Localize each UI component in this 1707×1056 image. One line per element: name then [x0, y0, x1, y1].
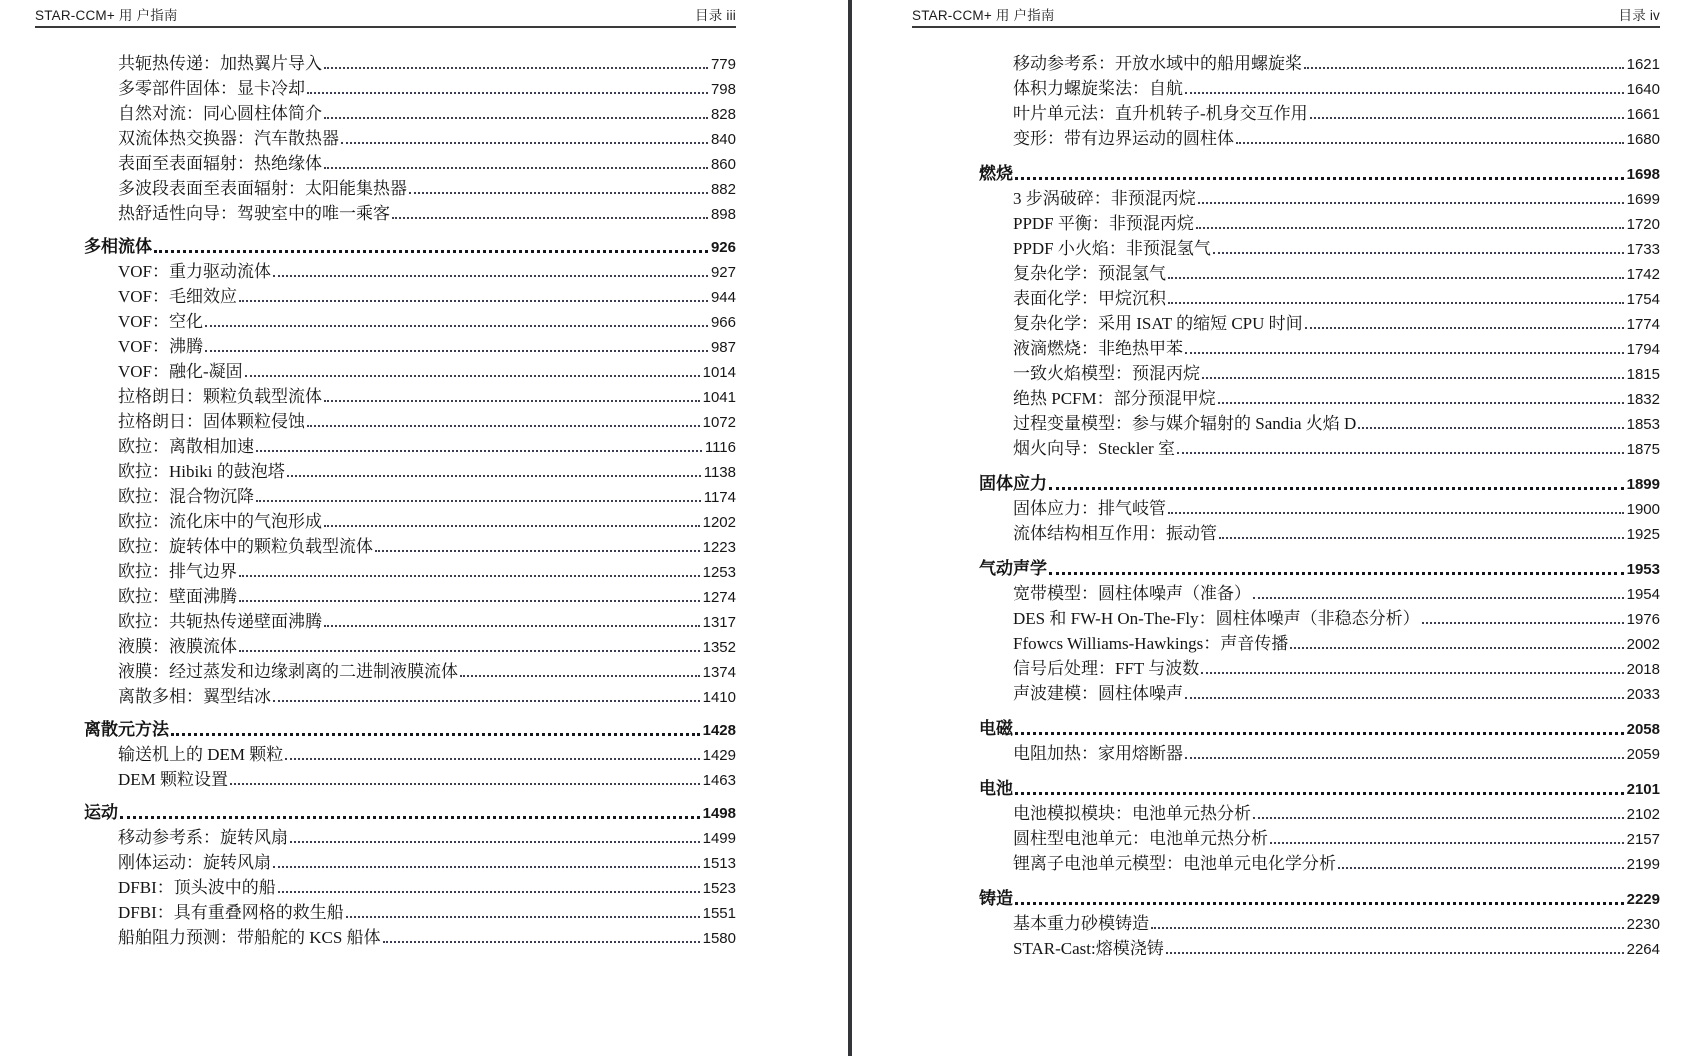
entry-title: 体积力螺旋桨法：自航 [1013, 79, 1183, 98]
toc-entry-list [852, 51, 1660, 961]
dot-leader [1213, 252, 1624, 254]
dot-leader [1168, 512, 1624, 514]
entry-page-number: 987 [710, 339, 736, 356]
entry-title: VOF：空化 [118, 312, 204, 331]
entry-page-number: 944 [710, 289, 736, 306]
toc-entry[interactable] [0, 875, 736, 900]
toc-entry[interactable] [852, 311, 1660, 336]
dot-leader [1305, 327, 1624, 329]
header-rule [35, 26, 736, 28]
entry-page-number: 1116 [704, 439, 736, 456]
dot-leader [290, 841, 700, 843]
dot-leader [1166, 952, 1624, 954]
entry-page-number: 1317 [702, 614, 736, 631]
dot-leader [1185, 697, 1624, 699]
dot-leader [307, 92, 708, 94]
entry-page-number: 1661 [1626, 106, 1660, 123]
dot-leader [1049, 572, 1624, 575]
dot-leader [1358, 427, 1623, 429]
entry-page-number: 2229 [1626, 891, 1660, 908]
dot-leader [307, 425, 700, 427]
toc-entry[interactable] [852, 556, 1660, 581]
entry-page-number: 1463 [702, 772, 736, 789]
toc-entry[interactable] [0, 742, 736, 767]
toc-entry[interactable] [852, 681, 1660, 706]
dot-leader [324, 117, 708, 119]
entry-title: Ffowcs Williams-Hawkings：声音传播 [1013, 634, 1289, 653]
dot-leader [1177, 452, 1624, 454]
entry-title: 圆柱型电池单元：电池单元热分析 [1013, 829, 1268, 848]
toc-entry[interactable] [0, 509, 736, 534]
entry-page-number: 1498 [702, 805, 736, 822]
entry-title: PPDF 小火焰：非预混氢气 [1013, 239, 1211, 258]
dot-leader [239, 575, 700, 577]
toc-entry[interactable] [852, 581, 1660, 606]
toc-entry[interactable] [852, 656, 1660, 681]
entry-page-number: 1041 [702, 389, 736, 406]
dot-leader [1196, 227, 1624, 229]
dot-leader [1236, 142, 1624, 144]
dot-leader [1253, 597, 1624, 599]
dot-leader [256, 500, 701, 502]
entry-page-number: 2033 [1626, 686, 1660, 703]
entry-title: VOF：沸腾 [118, 337, 204, 356]
entry-page-number: 1202 [702, 514, 736, 531]
entry-title: VOF：毛细效应 [118, 287, 238, 306]
entry-page-number: 1720 [1626, 216, 1660, 233]
entry-title: 欧拉：共轭热传递壁面沸腾 [118, 612, 322, 631]
toc-page-left [0, 0, 848, 1056]
toc-entry[interactable] [852, 631, 1660, 656]
dot-leader [287, 475, 701, 477]
toc-entry[interactable] [852, 101, 1660, 126]
dot-leader [1151, 927, 1624, 929]
entry-page-number: 2059 [1626, 746, 1660, 763]
entry-page-number: 1014 [702, 364, 736, 381]
entry-title: DEM 颗粒设置 [118, 770, 229, 789]
entry-title: 液滴燃烧：非绝热甲苯 [1013, 339, 1183, 358]
entry-title: 运动 [84, 803, 118, 822]
entry-title: 拉格朗日：固体颗粒侵蚀 [118, 412, 305, 431]
dot-leader [460, 675, 700, 677]
dot-leader [1290, 647, 1623, 649]
entry-title: 电磁 [979, 719, 1013, 738]
entry-title: 3 步涡破碎：非预混丙烷 [1013, 189, 1196, 208]
entry-title: 热舒适性向导：驾驶室中的唯一乘客 [118, 204, 390, 223]
toc-entry-list [0, 51, 736, 950]
entry-title: 气动声学 [979, 559, 1047, 578]
entry-page-number: 2101 [1626, 781, 1660, 798]
entry-title: 燃烧 [979, 164, 1013, 183]
toc-entry[interactable] [852, 336, 1660, 361]
dot-leader [1201, 672, 1623, 674]
entry-page-number: 1580 [702, 930, 736, 947]
dot-leader [1168, 277, 1624, 279]
entry-title: 船舶阻力预测：带船舵的 KCS 船体 [118, 928, 381, 947]
entry-page-number: 1410 [702, 689, 736, 706]
entry-title: 烟火向导：Steckler 室 [1013, 439, 1175, 458]
toc-entry[interactable] [0, 900, 736, 925]
entry-page-number: 1733 [1626, 241, 1660, 258]
dot-leader [239, 300, 708, 302]
entry-page-number: 840 [710, 131, 736, 148]
entry-page-number: 927 [710, 264, 736, 281]
entry-title: 多波段表面至表面辐射：太阳能集热器 [118, 179, 407, 198]
toc-entry[interactable] [852, 76, 1660, 101]
entry-title: 固体应力：排气岐管 [1013, 499, 1166, 518]
entry-page-number: 1551 [702, 905, 736, 922]
entry-page-number: 2102 [1626, 806, 1660, 823]
entry-page-number: 1774 [1626, 316, 1660, 333]
dot-leader [324, 400, 700, 402]
doc-title: STAR-CCM+ 用 户指南 [912, 8, 1055, 23]
toc-entry[interactable] [852, 801, 1660, 826]
toc-entry[interactable] [852, 851, 1660, 876]
entry-page-number: 1875 [1626, 441, 1660, 458]
dot-leader [1253, 817, 1624, 819]
toc-entry[interactable] [0, 51, 736, 76]
toc-entry[interactable] [0, 484, 736, 509]
entry-page-number: 2264 [1626, 941, 1660, 958]
toc-entry[interactable] [0, 284, 736, 309]
toc-entry[interactable] [852, 411, 1660, 436]
entry-page-number: 1900 [1626, 501, 1660, 518]
entry-title: 过程变量模型：参与媒介辐射的 Sandia 火焰 D [1013, 414, 1357, 433]
doc-title: STAR-CCM+ 用 户指南 [35, 8, 178, 23]
toc-entry[interactable] [0, 384, 736, 409]
toc-entry[interactable] [0, 434, 736, 459]
entry-title: 多相流体 [84, 237, 152, 256]
header-rule [912, 26, 1660, 28]
entry-title: 复杂化学：采用 ISAT 的缩短 CPU 时间 [1013, 314, 1303, 333]
dot-leader [239, 600, 700, 602]
entry-title: 表面至表面辐射：热绝缘体 [118, 154, 322, 173]
toc-entry[interactable] [852, 936, 1660, 961]
dot-leader [230, 783, 700, 785]
toc-entry[interactable] [0, 334, 736, 359]
entry-title: 液膜：经过蒸发和边缘剥离的二进制液膜流体 [118, 662, 458, 681]
toc-entry[interactable] [852, 716, 1660, 741]
entry-title: 宽带模型：圆柱体噪声（准备） [1013, 584, 1251, 603]
entry-title: PPDF 平衡：非预混丙烷 [1013, 214, 1194, 233]
entry-page-number: 1899 [1626, 476, 1660, 493]
dot-leader [205, 325, 708, 327]
entry-title: 信号后处理：FFT 与波数 [1013, 659, 1200, 678]
toc-entry[interactable] [0, 609, 736, 634]
entry-title: DFBI：具有重叠网格的救生船 [118, 903, 344, 922]
entry-page-number: 1513 [702, 855, 736, 872]
entry-page-number: 2157 [1626, 831, 1660, 848]
dot-leader [1310, 117, 1624, 119]
entry-title: 移动参考系：旋转风扇 [118, 828, 288, 847]
dot-leader [324, 67, 708, 69]
toc-entry[interactable] [0, 925, 736, 950]
entry-page-number: 1429 [702, 747, 736, 764]
entry-title: 拉格朗日：颗粒负载型流体 [118, 387, 322, 406]
entry-title: 一致火焰模型：预混丙烷 [1013, 364, 1200, 383]
dot-leader [324, 167, 708, 169]
entry-title: 叶片单元法：直升机转子-机身交互作用 [1013, 104, 1308, 123]
toc-entry[interactable] [0, 409, 736, 434]
dot-leader [1202, 377, 1624, 379]
entry-title: 电池模拟模块：电池单元热分析 [1013, 804, 1251, 823]
dot-leader [273, 866, 700, 868]
entry-page-number: 1976 [1626, 611, 1660, 628]
toc-entry[interactable] [0, 559, 736, 584]
entry-page-number: 1253 [702, 564, 736, 581]
entry-page-number: 1698 [1626, 166, 1660, 183]
dot-leader [1015, 732, 1624, 735]
toc-entry[interactable] [852, 911, 1660, 936]
toc-entry[interactable] [852, 606, 1660, 631]
dot-leader [1185, 352, 1624, 354]
entry-page-number: 1523 [702, 880, 736, 897]
entry-title: 绝热 PCFM：部分预混甲烷 [1013, 389, 1216, 408]
entry-page-number: 2199 [1626, 856, 1660, 873]
toc-entry[interactable] [852, 51, 1660, 76]
entry-title: VOF：融化-凝固 [118, 362, 243, 381]
toc-entry[interactable] [852, 286, 1660, 311]
entry-title: 铸造 [979, 889, 1013, 908]
dot-leader [245, 375, 700, 377]
dot-leader [120, 816, 700, 819]
entry-title: 移动参考系：开放水域中的船用螺旋桨 [1013, 54, 1302, 73]
toc-entry[interactable] [0, 176, 736, 201]
entry-title: 流体结构相互作用：振动管 [1013, 524, 1217, 543]
toc-entry[interactable] [0, 151, 736, 176]
toc-entry[interactable] [852, 886, 1660, 911]
toc-entry[interactable] [852, 126, 1660, 151]
entry-page-number: 2018 [1626, 661, 1660, 678]
entry-title: 欧拉：旋转体中的颗粒负载型流体 [118, 537, 373, 556]
entry-title: 欧拉：混合物沉降 [118, 487, 254, 506]
entry-page-number: 798 [710, 81, 736, 98]
entry-title: 液膜：液膜流体 [118, 637, 237, 656]
entry-page-number: 1352 [702, 639, 736, 656]
dot-leader [1185, 757, 1624, 759]
entry-title: 表面化学：甲烷沉积 [1013, 289, 1166, 308]
entry-page-number: 1138 [703, 464, 736, 481]
toc-entry[interactable] [0, 634, 736, 659]
entry-page-number: 1699 [1626, 191, 1660, 208]
entry-title: 电阻加热：家用熔断器 [1013, 744, 1183, 763]
entry-page-number: 1174 [703, 489, 736, 506]
page-header [912, 0, 1660, 24]
entry-page-number: 1925 [1626, 526, 1660, 543]
dot-leader [256, 450, 702, 452]
dot-leader [278, 891, 700, 893]
dot-leader [154, 250, 708, 253]
dot-leader [285, 758, 699, 760]
dot-leader [1304, 67, 1624, 69]
entry-title: 离散多相：翼型结冰 [118, 687, 271, 706]
entry-title: 离散元方法 [84, 720, 169, 739]
entry-page-number: 2230 [1626, 916, 1660, 933]
entry-title: 欧拉：离散相加速 [118, 437, 254, 456]
toc-entry[interactable] [852, 471, 1660, 496]
dot-leader [1338, 867, 1624, 869]
dot-leader [409, 192, 708, 194]
toc-entry[interactable] [0, 684, 736, 709]
toc-entry[interactable] [852, 211, 1660, 236]
section-page-label: 目录 iv [1618, 8, 1660, 23]
entry-page-number: 966 [710, 314, 736, 331]
toc-entry[interactable] [0, 309, 736, 334]
entry-page-number: 1374 [702, 664, 736, 681]
entry-title: 基本重力砂模铸造 [1013, 914, 1149, 933]
dot-leader [239, 650, 700, 652]
entry-page-number: 1640 [1626, 81, 1660, 98]
entry-title: 变形：带有边界运动的圆柱体 [1013, 129, 1234, 148]
entry-title: 共轭热传递：加热翼片导入 [118, 54, 322, 73]
dot-leader [392, 217, 708, 219]
dot-leader [383, 941, 700, 943]
entry-title: 声波建模：圆柱体噪声 [1013, 684, 1183, 703]
entry-title: 双流体热交换器：汽车散热器 [118, 129, 339, 148]
toc-entry[interactable] [852, 386, 1660, 411]
entry-page-number: 828 [710, 106, 736, 123]
entry-page-number: 860 [710, 156, 736, 173]
dot-leader [1198, 202, 1624, 204]
toc-entry[interactable] [0, 234, 736, 259]
entry-title: DFBI：顶头波中的船 [118, 878, 276, 897]
dot-leader [205, 350, 708, 352]
toc-entry[interactable] [852, 161, 1660, 186]
toc-entry[interactable] [0, 659, 736, 684]
toc-entry[interactable] [0, 584, 736, 609]
dot-leader [375, 550, 700, 552]
toc-entry[interactable] [0, 259, 736, 284]
entry-page-number: 2002 [1626, 636, 1660, 653]
toc-entry[interactable] [0, 459, 736, 484]
toc-entry[interactable] [852, 236, 1660, 261]
entry-page-number: 1274 [702, 589, 736, 606]
dot-leader [324, 525, 700, 527]
toc-entry[interactable] [852, 776, 1660, 801]
entry-page-number: 1794 [1626, 341, 1660, 358]
entry-title: 电池 [979, 779, 1013, 798]
entry-title: 欧拉：Hibiki 的鼓泡塔 [118, 462, 285, 481]
entry-page-number: 1428 [702, 722, 736, 739]
entry-page-number: 2058 [1626, 721, 1660, 738]
toc-entry[interactable] [852, 436, 1660, 461]
entry-title: 固体应力 [979, 474, 1047, 493]
entry-page-number: 1680 [1626, 131, 1660, 148]
dot-leader [1015, 177, 1624, 180]
entry-page-number: 1223 [702, 539, 736, 556]
dot-leader [324, 625, 700, 627]
entry-title: STAR-Cast:熔模浇铸 [1013, 939, 1164, 958]
toc-entry[interactable] [852, 741, 1660, 766]
dot-leader [1015, 792, 1624, 795]
dot-leader [273, 700, 700, 702]
entry-title: 欧拉：流化床中的气泡形成 [118, 512, 322, 531]
dot-leader [341, 142, 708, 144]
toc-entry[interactable] [0, 359, 736, 384]
section-page-label: 目录 iii [695, 8, 736, 23]
toc-page-right [852, 0, 1707, 1056]
toc-entry[interactable] [0, 101, 736, 126]
entry-title: VOF：重力驱动流体 [118, 262, 272, 281]
entry-page-number: 1953 [1626, 561, 1660, 578]
entry-page-number: 1832 [1626, 391, 1660, 408]
entry-page-number: 1853 [1626, 416, 1660, 433]
entry-title: DES 和 FW-H On-The-Fly：圆柱体噪声（非稳态分析） [1013, 609, 1420, 628]
entry-page-number: 1499 [702, 830, 736, 847]
dot-leader [1218, 402, 1624, 404]
toc-entry[interactable] [0, 76, 736, 101]
entry-page-number: 898 [710, 206, 736, 223]
entry-page-number: 1754 [1626, 291, 1660, 308]
entry-title: 多零部件固体：显卡冷却 [118, 79, 305, 98]
entry-title: 欧拉：排气边界 [118, 562, 237, 581]
entry-page-number: 779 [710, 56, 736, 73]
toc-entry[interactable] [0, 126, 736, 151]
dot-leader [1270, 842, 1624, 844]
toc-entry[interactable] [852, 826, 1660, 851]
toc-entry[interactable] [852, 261, 1660, 286]
entry-page-number: 1954 [1626, 586, 1660, 603]
entry-title: 刚体运动：旋转风扇 [118, 853, 271, 872]
toc-entry[interactable] [0, 534, 736, 559]
entry-page-number: 1742 [1626, 266, 1660, 283]
dot-leader [273, 275, 708, 277]
dot-leader [346, 916, 700, 918]
entry-page-number: 882 [710, 181, 736, 198]
entry-page-number: 1815 [1626, 366, 1660, 383]
entry-page-number: 1621 [1626, 56, 1660, 73]
dot-leader [1422, 622, 1624, 624]
dot-leader [1049, 487, 1624, 490]
entry-title: 输送机上的 DEM 颗粒 [118, 745, 284, 764]
toc-entry[interactable] [0, 850, 736, 875]
entry-title: 自然对流：同心圆柱体简介 [118, 104, 322, 123]
dot-leader [1185, 92, 1624, 94]
toc-entry[interactable] [852, 521, 1660, 546]
toc-entry[interactable] [852, 186, 1660, 211]
dot-leader [1219, 537, 1624, 539]
toc-entry[interactable] [0, 767, 736, 792]
page-header [35, 0, 736, 24]
entry-page-number: 926 [710, 239, 736, 256]
toc-entry[interactable] [0, 800, 736, 825]
toc-entry[interactable] [0, 825, 736, 850]
entry-title: 欧拉：壁面沸腾 [118, 587, 237, 606]
entry-page-number: 1072 [702, 414, 736, 431]
dot-leader [1015, 902, 1624, 905]
toc-entry[interactable] [852, 361, 1660, 386]
toc-entry[interactable] [0, 717, 736, 742]
entry-title: 锂离子电池单元模型：电池单元电化学分析 [1013, 854, 1336, 873]
toc-entry[interactable] [0, 201, 736, 226]
dot-leader [1168, 302, 1624, 304]
toc-entry[interactable] [852, 496, 1660, 521]
dot-leader [171, 733, 700, 736]
entry-title: 复杂化学：预混氢气 [1013, 264, 1166, 283]
